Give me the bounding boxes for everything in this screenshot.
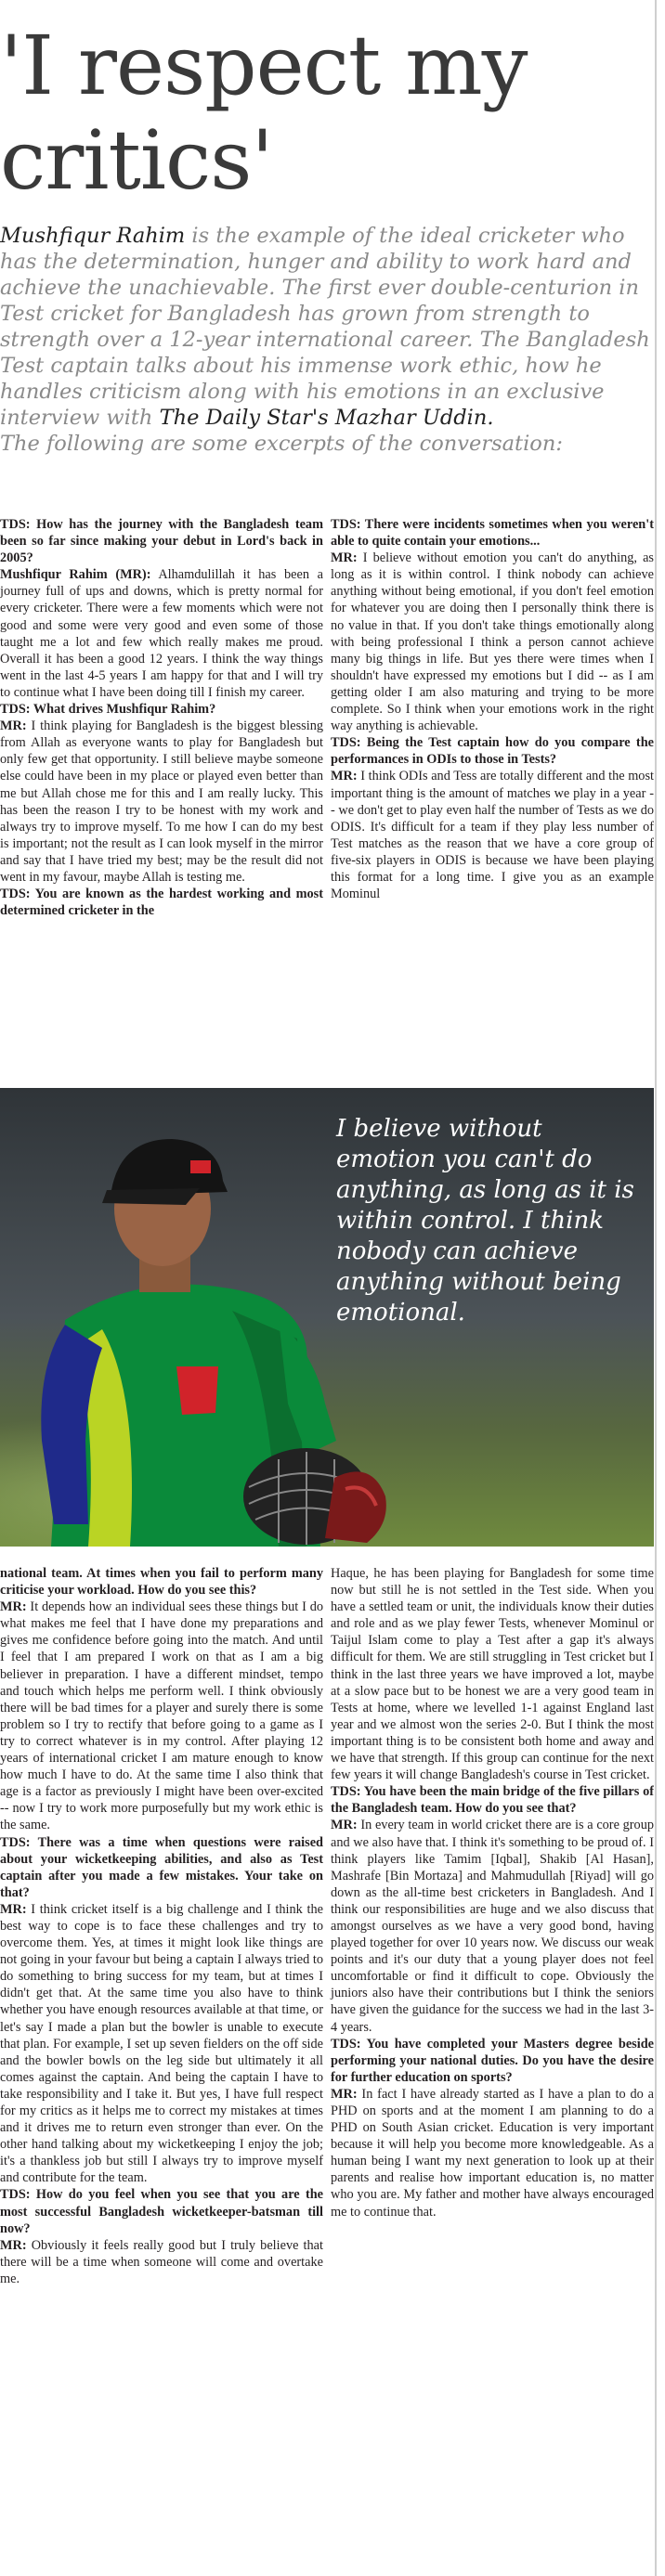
- interview-question: TDS: What drives Mushfiqur Rahim?: [0, 702, 216, 718]
- speaker-label: MR:: [331, 1818, 358, 1833]
- interview-question: TDS: How has the journey with the Bangladesh team been so far since making your debut in Lord's back in 2005?: [0, 517, 323, 566]
- column-bottom-left: [0, 1565, 323, 2572]
- interview-question: TDS: You are known as the hardest working and most determined cricketer in the: [0, 887, 323, 919]
- interview-answer: [331, 1565, 654, 1783]
- answer-text: Obviously it feels really good but I truly believe that there will be a time when someone will come and overtake me.: [0, 2237, 323, 2286]
- top-columns: [0, 516, 654, 1071]
- speaker-label: MR:: [0, 1901, 27, 1917]
- bottom-columns: [0, 1565, 654, 2572]
- intro-interviewer: The Daily Star's Mazhar Uddin.: [159, 406, 494, 430]
- intro-subject: Mushfiqur Rahim: [0, 224, 186, 248]
- pull-quote: I believe without emotion you can't do anything, as long as it is within control. I think nobody can achieve anything without being emotional.: [336, 1115, 634, 1327]
- answer-text: Haque, he has been playing for Bangladesh for some time now but still he is not settled in the Test side. When you have a settled team or unit, the individuals know their duties and role and as we play fewer Tests, whenever Mominul or Taijul Islam come to play a Test after a gap it's always difficult for them. We are still struggling in Test cricket but I think in the last three years we have improved a lot, maybe at a slow pace but to be honest we are a very good team in Tests at home, where we levelled 1-1 against England last year and we almost won the series 2-0. But I think the most important thing is to be consistent both home and away and we have that strength. If this group can continue for the next few years it will change Bangladesh's course in Test cricket.: [331, 1566, 654, 1783]
- speaker-label: MR:: [331, 550, 358, 566]
- answer-text: I think cricket itself is a big challenge and I think the best way to cope is to face these challenges and try to overcome them. Yes, at times it might look like things are not going in your favour but being a captain I always tried to do something to bring success for my team, but at times I didn't get that. At the same time you also have to think whether you have enough resources available at that time, or let's say I made a plan but the bowler is unable to execute that plan. For example, I set up seven fielders on the off side and the bowler bowls on the leg side but ultimately it all comes against the captain. And being the captain I have to take responsibility and I take it. But yes, I have full respect for my critics as it helps me to correct my mistakes at times and it drives me to return even stronger than ever. On the other hand talking about my wicketkeeping I enjoy the job; it's a thankless job but still I always try to improve myself and contribute for the team.: [0, 1901, 323, 2186]
- column-top-right: [331, 516, 654, 1071]
- headline: 'I respect my critics': [0, 18, 528, 208]
- answer-text: I think ODIs and Tess are totally different and the most important thing is the amount of matches we play in a year -- we don't get to play even half the number of Tests as we do ODIS. It's difficult for a team if they play less number of Test matches as the reason that we have a core group of five-six players in ODIS is because we have been playing this format for a long time. I give you as an example Mominul: [331, 769, 654, 902]
- interview-question: TDS: How do you feel when you see that you are the most successful Bangladesh wicketkeeper-batsman till now?: [0, 2187, 323, 2236]
- column-bottom-right: [331, 1565, 654, 2572]
- answer-text: I believe without emotion you can't do anything, as long as it is within control. I think nobody can achieve anything without being emotional, if you don't feel emotion for whatever you are doing then I personally think there is no value in that. If you don't take things emotionally along with being professional I think a person cannot achieve many big things in life. But yes there were times when I shouldn't have expressed my emotions but I did -- as I am getting older I am also maturing and trying to be more complete. So I think when your emotions work in the right way anything is achievable.: [331, 550, 654, 734]
- answer-text: In every team in world cricket there are is a core group and we also have that. I think it's something to be proud of. I think players like Tamim [Iqbal], Shakib [Al Hasan], Mashrafe [Bin Mortaza] and Mahmudullah [Riyad] will go down as the all-time best cricketers in Bangladesh. And I think our responsibilities are huge and we also discuss that amongst ourselves as we have a very good bond, having played together for over 10 years now. We discuss our weak points and it's our duty that a young player does not feel uncomfortable or find it difficult to cope. Obviously the juniors also have their contributions but I think the seniors have given the guidance for the success we had in the last 3-4 years.: [331, 1818, 654, 2035]
- interview-answer: [0, 2237, 323, 2287]
- interview-question: TDS: Being the Test captain how do you compare the performances in ODIs to those in Tests?: [331, 735, 654, 768]
- interview-answer: [0, 1901, 323, 2187]
- player-photo: [0, 1088, 654, 1547]
- interview-question: TDS: There were incidents sometimes when you weren't able to quite contain your emotions...: [331, 517, 654, 550]
- page-edge-rule: [655, 0, 657, 2576]
- interview-question: TDS: You have been the main bridge of the five pillars of the Bangladesh team. How do you see that?: [331, 1784, 654, 1817]
- column-top-left: [0, 516, 323, 1071]
- interview-answer: [331, 1817, 654, 2035]
- interview-answer: [331, 550, 654, 734]
- answer-text: In fact I have already started as I have a plan to do a PHD on sports and at the moment I am planning to do a PHD on South Asian cricket. Education is very important because it will help you become more knowledgeable. As a human being I want my next generation to look up at their parents and realise how important education is, no matter who you are. My father and mother have always encouraged me to continue that.: [331, 2086, 654, 2220]
- speaker-label: MR:: [331, 2086, 358, 2102]
- answer-text: It depends how an individual sees these things but I do what makes me feel that I have done my preparations and gives me confidence before going into the match. And until I feel that I am prepared I work on that as I am a big believer in preparation. I have a different mindset, tempo and touch which helps me perform well. I think obviously there will be bad times for a player and surely there is some problem so I try to rectify that before going to a game as I try to correct whatever is in my control. After playing 12 years of international cricket I am mature enough to know how much I have to do. At the same time I also think that age is a factor as previously I might have been over-excited -- now I try to work more purposefully but my work ethic is the same.: [0, 1599, 323, 1833]
- interview-answer: [0, 566, 323, 701]
- interview-answer: [0, 1599, 323, 1833]
- answer-text: Alhamdulillah it has been a journey full of ups and downs, which is pretty normal for every cricketer. There were a few moments which were not good and some were very good and even some of those taught me a lot and few which really makes me proud. Overall it has been a good 12 years. I think the way things went in the last 4-5 years I am happy for that and I will try to continue what I have been doing till I finish my career.: [0, 567, 323, 700]
- intro-paragraph: [0, 223, 654, 457]
- interview-answer: [0, 718, 323, 886]
- interview-answer: [331, 2086, 654, 2220]
- speaker-label: MR:: [0, 1599, 27, 1615]
- intro-text: is the example of the ideal cricketer who has the determination, hunger and ability to work hard and achieve the unachievable. The first ever double-centurion in Test cricket for Bangladesh has grown from strength to strength over a 12-year international career. The Bangladesh Test captain talks about his immense work ethic, how he handles criticism along with his emotions in an exclusive interview with: [0, 224, 650, 430]
- speaker-label: MR:: [0, 718, 27, 734]
- interview-question: national team. At times when you fail to perform many criticise your workload. How do you see this?: [0, 1566, 323, 1599]
- speaker-label: Mushfiqur Rahim (MR):: [0, 567, 151, 583]
- interview-question: TDS: You have completed your Masters degree beside performing your national duties. Do you have the desire for further education on sports?: [331, 2036, 654, 2085]
- speaker-label: MR:: [0, 2237, 27, 2253]
- answer-text: I think playing for Bangladesh is the biggest blessing from Allah as everyone wants to play for Bangladesh but only few get that opportunity. I still believe maybe someone else could have been in my place or played even better than me but Allah chose me for this and I am really lucky. This has been the reason I try to be honest with my work and always try to improve myself. To me how I can do my best is important; not the result as I can look myself in the mirror and say that I have tried my best; may be the result did not went in my favour, maybe Allah is testing me.: [0, 718, 323, 885]
- speaker-label: MR:: [331, 769, 358, 784]
- interview-question: TDS: There was a time when questions were raised about your wicketkeeping abilities, and also as Test captain after you made a few mistakes. Your take on that?: [0, 1834, 323, 1900]
- interview-answer: [331, 768, 654, 902]
- intro-closing: The following are some excerpts of the conversation:: [0, 432, 563, 456]
